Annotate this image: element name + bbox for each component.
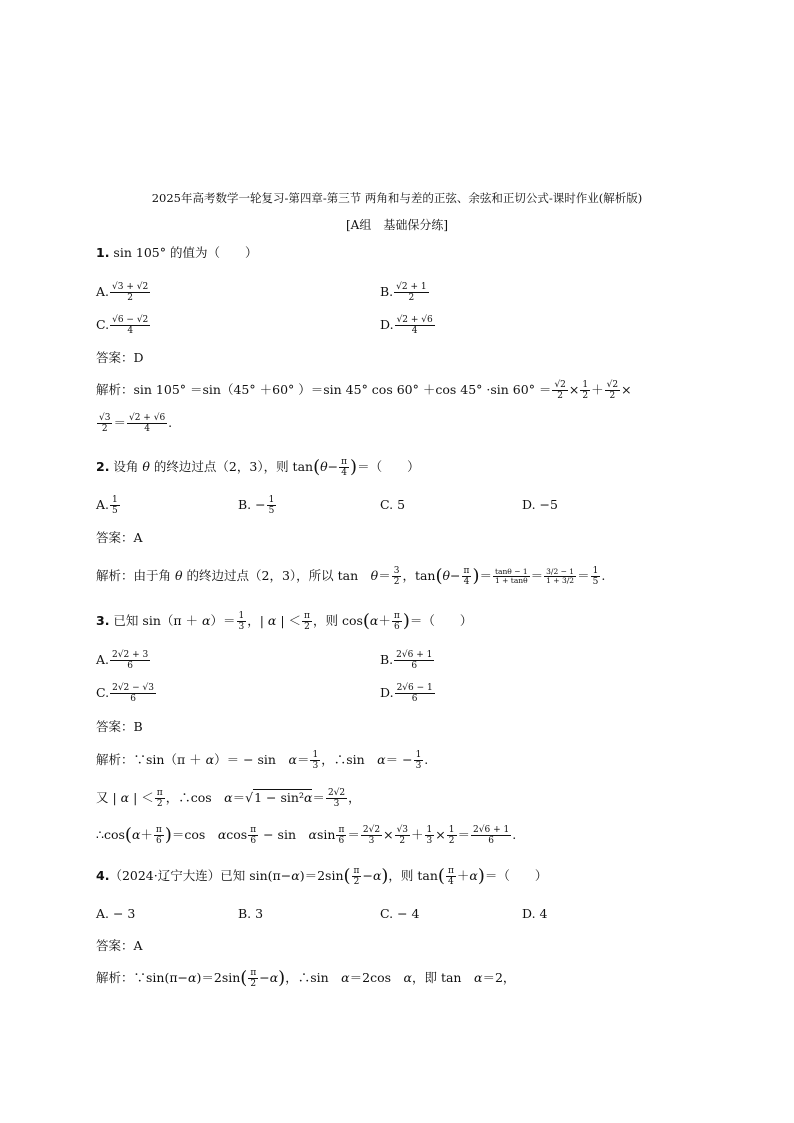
q1-option-b: B. $\frac{√2 + 1}{2}$: [380, 282, 427, 303]
q4-option-d: D. 4: [522, 906, 548, 921]
q1-option-a: A. $\frac{√3 + √2}{2}$: [96, 282, 149, 303]
q3-option-a: A. $\frac{2√2 + 3}{6}$: [96, 650, 149, 671]
q3-solution-line2: 又 | α | ＜ $\frac{\pi}{2}$ ，∴cos α＝√1 − sin²α＝ $\frac{2√2}{3}$ ，: [96, 788, 361, 809]
q4-answer: 答案：A: [96, 938, 143, 953]
q2-solution: 解析：由于角 θ 的终边过点（2，3），所以 tan θ＝ $\frac{3}{2}$ ，tan(θ− $\frac{\pi}{4}$ )＝ $\frac{\tan\theta - 1}{1 + \tan\theta}$ ＝ $\frac{3/2 - 1}{1 + 3/2}$ ＝ $\frac{1}{5}$ .: [96, 565, 606, 587]
q3-option-c: C. $\frac{2√2 - √3}{6}$: [96, 683, 155, 704]
q4-option-c: C. − 4: [380, 906, 420, 921]
q2-answer: 答案：A: [96, 530, 143, 545]
q1-answer: 答案：D: [96, 350, 144, 365]
q3-solution-line3: ∴cos(α＋ $\frac{\pi}{6}$ )＝cos αcos $\frac{\pi}{6}$ − sin αsin $\frac{\pi}{6}$ ＝ $\frac{2√2}{3}$ × $\frac{√3}{2}$ ＋ $\frac{1}{3}$ × $\frac{1}{2}$ ＝ $\frac{2√6 + 1}{6}$ .: [96, 824, 517, 846]
q3-solution-line1: 解析：∵sin（π ＋ α）＝ − sin α＝ $\frac{1}{3}$ ，∴sin α＝ − $\frac{1}{3}$ .: [96, 750, 429, 771]
q1-solution-line2: $\frac{√3}{2}$ ＝ $\frac{√2 + √6}{4}$ .: [99, 413, 173, 434]
q2-option-c: C. 5: [380, 497, 406, 512]
group-heading: [A组 基础保分练]: [345, 218, 449, 232]
q4-solution: 解析：∵sin(π−α)＝2sin( $\frac{\pi}{2}$ −α)，∴sin α＝2cos α，即 tan α＝2，: [96, 967, 516, 989]
q1-option-c: C. $\frac{√6 - √2}{4}$: [96, 315, 149, 336]
q1-solution-line1: 解析：sin 105° ＝sin（45° ＋60° ）＝sin 45° cos 60° ＋cos 45° ·sin 60° ＝ $\frac{√2}{2}$ × $\frac{1}{2}$ ＋ $\frac{√2}{2}$ ×: [96, 380, 632, 401]
q3-stem: 3. 已知 sin（π ＋ α）＝ $\frac{1}{3}$ ，| α | ＜ $\frac{\pi}{2}$ ，则 cos(α＋ $\frac{\pi}{6}$ )＝（ ）: [96, 610, 473, 632]
q1-option-d: D. $\frac{√2 + √6}{4}$: [380, 315, 433, 336]
q1-stem: 1. sin 105° 的值为（ ）: [96, 245, 258, 260]
q2-option-a: A. $\frac{1}{5}$: [96, 495, 118, 516]
q4-stem: 4.（2024·辽宁大连）已知 sin(π−α)＝2sin( $\frac{\pi}{2}$ −α)，则 tan( $\frac{\pi}{4}$ ＋α)＝（ ）: [96, 865, 548, 887]
q4-option-b: B. 3: [238, 906, 264, 921]
document-title: 2025年高考数学一轮复习-第四章-第三节 两角和与差的正弦、余弦和正切公式-课时作业(解析版): [151, 191, 643, 205]
q3-option-d: D. $\frac{2√6 - 1}{6}$: [380, 683, 433, 704]
q2-option-d: D. −5: [522, 497, 558, 512]
q2-stem: 2. 设角 θ 的终边过点（2，3），则 tan(θ− $\frac{\pi}{4}$ )＝（ ）: [96, 456, 420, 478]
q3-answer: 答案：B: [96, 719, 143, 734]
q2-option-b: B. − $\frac{1}{5}$: [238, 495, 275, 516]
q3-option-b: B. $\frac{2√6 + 1}{6}$: [380, 650, 433, 671]
q4-option-a: A. − 3: [96, 906, 136, 921]
